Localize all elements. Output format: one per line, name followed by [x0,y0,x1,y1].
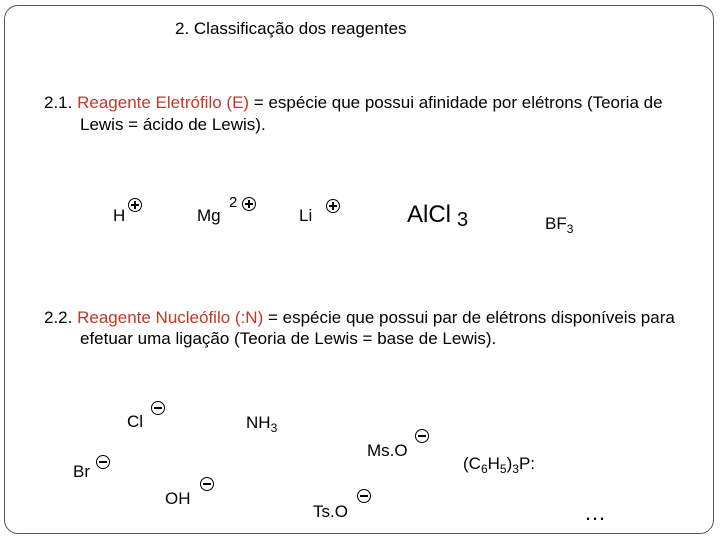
formula-part: P: [518,454,536,473]
plus-charge-icon [326,199,340,213]
slide-frame [4,5,714,534]
electrophile-definition: = espécie que possui afinidade por elétrons (Teoria de [249,93,663,112]
formula-part: H [487,454,500,473]
minus-charge-icon [357,489,371,503]
example-h-plus: H [113,206,126,225]
example-alcl3 [407,201,468,232]
minus-charge-icon [96,455,110,469]
electrophile-heading [44,92,663,113]
nucleophile-definition-line2: efetuar uma ligação (Teoria de Lewis = base de Lewis). [80,329,497,348]
minus-charge-icon [151,401,165,415]
electrophile-term: Reagente Eletrófilo (E) [77,93,250,112]
formula-subscript: 6 [480,462,488,476]
nucleophile-number: 2.2. [44,308,78,327]
nh-formula: NH [246,413,271,432]
alcl-subscript: 3 [457,209,469,231]
example-li: Li [299,206,313,225]
example-tso-minus: Ts.O [313,502,348,521]
bf-formula: BF [545,214,567,233]
example-mg: Mg [197,206,221,225]
nucleophile-definition: = espécie que possui par de elétrons disponíveis para [263,308,675,327]
nucleophile-term: Reagente Nucleófilo (:N) [77,308,264,327]
example-bf3 [545,214,573,236]
minus-charge-icon [200,477,214,491]
ellipsis: … [584,500,606,525]
example-cl-minus: Cl [127,412,144,431]
formula-subscript: 5 [499,462,507,476]
nucleophile-heading [44,307,675,328]
bf-subscript: 3 [566,222,574,236]
electrophile-number: 2.1. [44,93,78,112]
nh-subscript: 3 [270,421,278,435]
formula-part: ) [506,454,513,473]
minus-charge-icon [415,429,429,443]
example-nh3 [246,413,277,435]
example-triphenylphosphine [463,454,535,476]
formula-subscript: 3 [512,462,519,476]
example-br-minus: Br [73,462,90,481]
plus-charge-icon [128,198,142,212]
plus-charge-icon [242,197,256,211]
formula-part: (C [463,454,481,473]
example-oh-minus: OH [165,489,191,508]
slide-title: 2. Classificação dos reagentes [175,19,407,38]
alcl-formula: AlCl [407,201,452,228]
example-mso-minus: Ms.O [367,441,408,460]
electrophile-definition-line2: Lewis = ácido de Lewis). [80,115,266,134]
mg-charge-number: 2 [229,194,238,211]
